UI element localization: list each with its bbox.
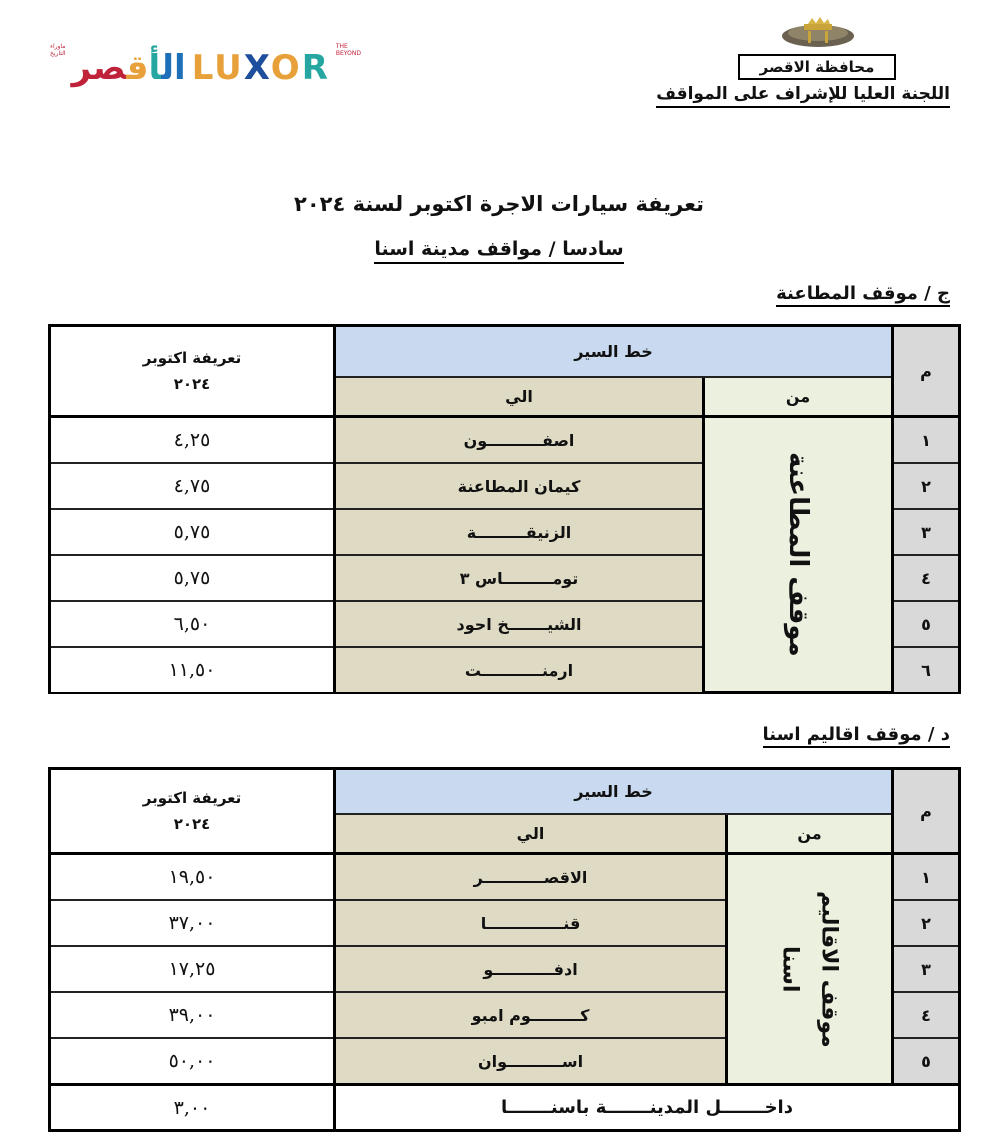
from-station-label: موقف المطاعنة — [783, 452, 813, 657]
header-num: م — [894, 770, 958, 852]
row-number: ١ — [894, 855, 958, 899]
row-fare: ٥٠,٠٠ — [51, 1039, 333, 1083]
row-fare: ٣٩,٠٠ — [51, 993, 333, 1037]
row-number: ٥ — [894, 1039, 958, 1083]
governorate-label: محافظة الاقصر — [738, 54, 896, 80]
row-fare: ٥,٧٥ — [51, 510, 333, 554]
row-number: ٤ — [894, 993, 958, 1037]
row-number: ١ — [894, 418, 958, 462]
row-fare: ١٧,٢٥ — [51, 947, 333, 991]
governorate-emblem-icon — [778, 16, 858, 48]
section-title-aqalim-esna: د / موقف اقاليم اسنا — [763, 724, 950, 748]
from-station-cell — [705, 418, 891, 691]
document-subtitle: سادسا / مواقف مدينة اسنا — [374, 238, 623, 264]
logo-tagline-arabic: ماوراء التاريخ — [50, 43, 66, 57]
from-station-label-line1: موقف الاقاليم — [816, 890, 842, 1048]
row-destination: الزنيقـــــــــة — [336, 510, 702, 554]
row-destination: الاقصـــــــــــر — [336, 855, 725, 899]
row-destination: الشيـــــــخ احود — [336, 602, 702, 646]
footer-inside-city-label: داخـــــــل المدينـــــــة باسنـــــــا — [336, 1086, 958, 1129]
row-number: ٢ — [894, 901, 958, 945]
header-num: م — [894, 327, 958, 415]
row-fare: ٦,٥٠ — [51, 602, 333, 646]
luxor-logo — [50, 38, 361, 98]
row-number: ٣ — [894, 947, 958, 991]
row-number: ٣ — [894, 510, 958, 554]
row-fare: ١١,٥٠ — [51, 648, 333, 692]
row-destination: اســــــــــوان — [336, 1039, 725, 1083]
header-to: الي — [336, 815, 725, 852]
row-fare: ٤,٢٥ — [51, 418, 333, 462]
row-number: ٥ — [894, 602, 958, 646]
row-destination: كـــــــــوم امبو — [336, 993, 725, 1037]
footer-inside-city-fare: ٣,٠٠ — [51, 1086, 333, 1129]
row-fare: ٥,٧٥ — [51, 556, 333, 600]
header-fare: تعريفة اكتوبر ٢٠٢٤ — [51, 770, 333, 852]
row-destination: كيمان المطاعنة — [336, 464, 702, 508]
from-station-cell — [728, 855, 891, 1083]
committee-title: اللجنة العليا للإشراف على المواقف — [656, 84, 950, 108]
row-fare: ١٩,٥٠ — [51, 855, 333, 899]
row-fare: ٣٧,٠٠ — [51, 901, 333, 945]
logo-tagline-english: THE BEYOND — [335, 43, 361, 57]
row-number: ٤ — [894, 556, 958, 600]
header-fare: تعريفة اكتوبر ٢٠٢٤ — [51, 327, 333, 415]
row-destination: تومـــــــــاس ٣ — [336, 556, 702, 600]
header-route: خط السير — [336, 770, 891, 813]
section-title-mataana: ج / موقف المطاعنة — [776, 283, 950, 307]
header-to: الي — [336, 378, 702, 415]
header-route: خط السير — [336, 327, 891, 376]
row-fare: ٤,٧٥ — [51, 464, 333, 508]
row-number: ٢ — [894, 464, 958, 508]
logo-latin-wordmark: LUXOR — [191, 48, 330, 88]
document-title: تعريفة سيارات الاجرة اكتوبر لسنة ٢٠٢٤ — [294, 192, 704, 216]
header-from: من — [728, 815, 891, 852]
fare-table-aqalim-esna — [48, 767, 961, 1132]
fare-table-mataana — [48, 324, 961, 694]
header-from: من — [705, 378, 891, 415]
row-number: ٦ — [894, 648, 958, 692]
row-destination: ارمنـــــــــــت — [336, 648, 702, 692]
logo-arabic-wordmark: الأقصر — [71, 48, 186, 88]
row-destination: ادفـــــــــــو — [336, 947, 725, 991]
from-station-label-line2: اسنا — [777, 945, 803, 993]
row-destination: اصفــــــــــون — [336, 418, 702, 462]
row-destination: قنــــــــــــــا — [336, 901, 725, 945]
